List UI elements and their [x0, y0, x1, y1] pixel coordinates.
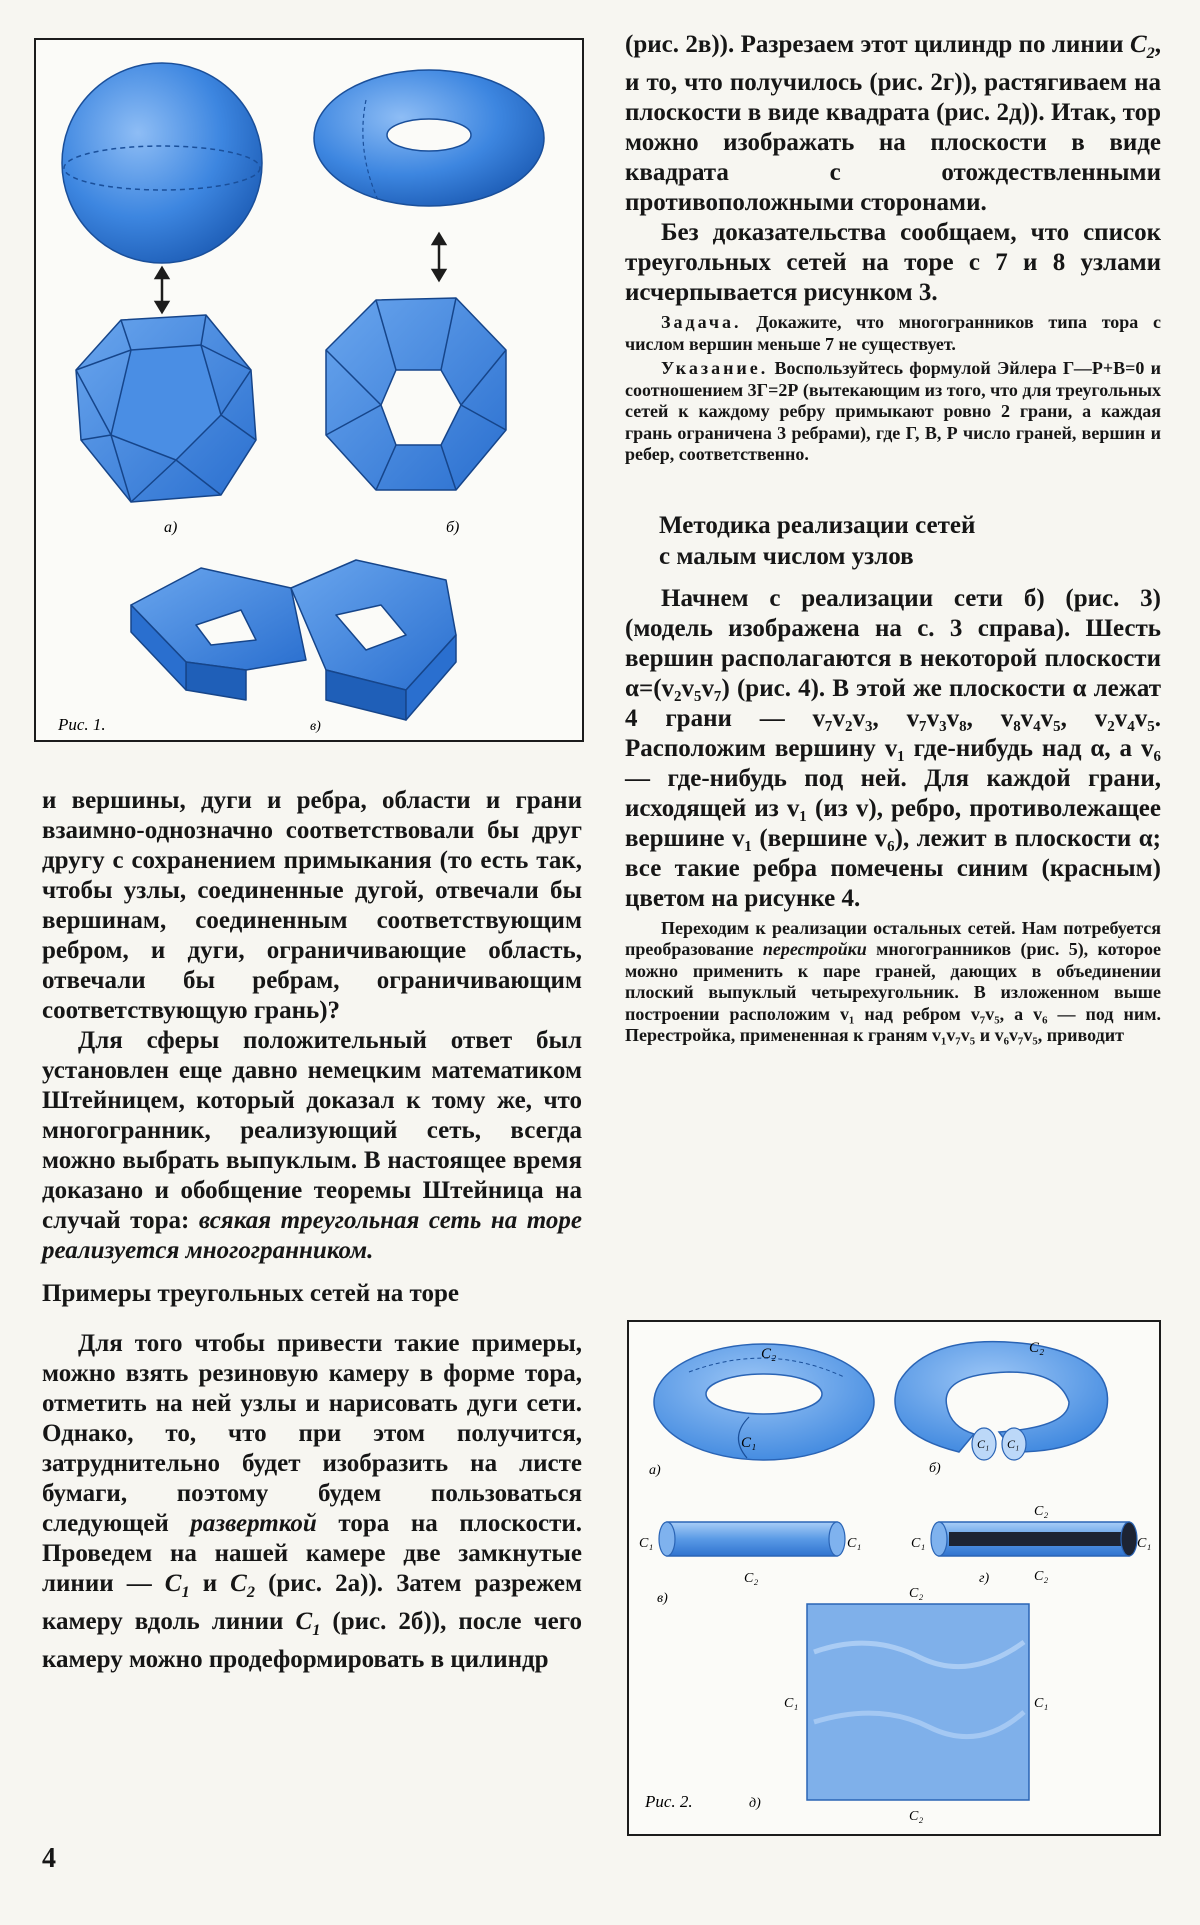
fig2-label-v: в) [657, 1591, 668, 1606]
section-heading-examples: Примеры треугольных сетей на торе [42, 1280, 459, 1307]
cylinder [639, 1522, 861, 1586]
torus-illustration [314, 70, 544, 206]
cyl-c2-label: C₂ [744, 1571, 759, 1586]
fig1-caption: Рис. 1. [58, 715, 106, 734]
curve-c2: C [230, 1570, 247, 1597]
left-p3-text-c: (рис. 2а)). Затем разрежем камеру вдоль линии [42, 1570, 582, 1635]
right-paragraph-3: Начнем с реализации сети б) (рис. 3) (модель изображена на с. 3 справа). Шесть вершин располагаются в некоторой плоскости α=(v₂v₅v₇) (рис. 4). В этой же плоскости α лежат 4 грани — v₇v₂v₃, v₇v₃v₈, v₈v₄v₅, v₂v₄v₅. Расположим вершину v₁ где-нибудь над α, а v₆ — где-нибудь под ней. Для каждой грани, исходящей из v₁ (из v), ребро, противолежащее вершине v₁ (вершине v₆), лежит в плоскости α; все такие ребра помечены синим (красным) цветом на рисунке 4. [625, 584, 1161, 912]
fig2-caption: Рис. 2. [645, 1792, 693, 1811]
heading-line-1: Методика реализации сетей [659, 511, 976, 539]
square-c2-top-label: C₂ [909, 1586, 924, 1601]
fig2-label-b: б) [929, 1461, 941, 1476]
left-p2-text: Для сферы положительный ответ был установлен еще давно немецким математиком Штейницем, который доказал к тому же, что многогранник, реализующий сеть, всегда можно выбрать выпуклым. В настоящее время доказано и обобщение теоремы Штейница на случай тора: [42, 1027, 582, 1234]
right-column [625, 30, 1161, 1047]
figure-1 [34, 38, 584, 742]
cutcyl-c1-left-label: C₁ [911, 1536, 926, 1551]
right-p4-text-b: многогранников (рис. 5), которое можно применить к паре граней, дающих в объединении плоский выпуклый четырехугольник. В изложенном выше построении расположим v₁ над ребром v₇v₅, а v₆ — под ним. Перестройка, примененная к граням v₁v₇v₅ и v₆v₇v₅, приводит [625, 939, 1162, 1045]
right-paragraph-1: (рис. 2в)). Разрезаем этот цилиндр по линии $C_2$, и то, что получилось (рис. 2г)), растягиваем на плоскости в виде квадрата (рис. 2д)). Итак, тор можно изображать на плоскости в виде квадрата с отождествленными противоположными сторонами. [625, 31, 1161, 216]
figure-1-drawing [36, 40, 582, 740]
left-column [42, 786, 582, 1675]
cyl-c1-left-label: C₁ [639, 1536, 654, 1551]
task-paragraph [625, 312, 1161, 355]
toroidal-polyhedron-illustration [326, 298, 506, 490]
figure-2 [627, 1320, 1161, 1836]
heading-line-2: с малым числом узлов [659, 542, 914, 570]
torus-c1-label: C₁ [741, 1435, 757, 1451]
right-p1-text-a: (рис. 2в)). Разрезаем этот цилиндр по линии [625, 31, 1124, 58]
figure-2-drawing [629, 1322, 1159, 1834]
hint-paragraph [625, 358, 1161, 466]
torus-c2-label: C₂ [761, 1346, 777, 1362]
cut-cylinder [911, 1504, 1151, 1586]
fig1-label-b: б) [446, 519, 460, 536]
unfolded-square [784, 1586, 1048, 1824]
fig2-label-a: а) [649, 1463, 661, 1478]
theorem-statement: всякая треугольная сеть на торе реализуется многогранником. [42, 1207, 582, 1264]
left-p3-italic: разверткой [190, 1510, 317, 1537]
cut-torus [895, 1340, 1108, 1460]
section-heading-method [625, 510, 1161, 572]
conj-and: и [202, 1570, 218, 1597]
curve-c2-right: C [1129, 31, 1147, 58]
left-paragraph-2 [42, 1026, 582, 1266]
cutcyl-c2-top-label: C₂ [1034, 1504, 1049, 1519]
right-p1-text-b: , и то, что получилось (рис. 2г)), растягиваем на плоскости в виде квадрата (рис. 2д)). Итак, тор можно изображать на плоскости в виде квадрата с отождествленными противоположными сторонами. [625, 31, 1161, 216]
fig1-label-v: в) [310, 719, 321, 734]
right-paragraph-2: Без доказательства сообщаем, что список треугольных сетей на торе с 7 и 8 узлами исчерпывается рисунком 3. [625, 219, 1161, 306]
cutcyl-c2-bottom-label: C₂ [1034, 1569, 1049, 1584]
square-c1-right-label: C₁ [1034, 1696, 1049, 1711]
page-number: 4 [42, 1843, 56, 1874]
curve-c1-b: C [295, 1608, 313, 1635]
cutcyl-c1-right-label: C₁ [1137, 1536, 1152, 1551]
right-p4-italic: перестройки [762, 939, 867, 959]
double-torus-polyhedron-illustration [131, 560, 456, 720]
right-p4-text-a: Переходим к реализации остальных сетей. Нам потребуется преобразование [625, 917, 1161, 959]
cyl-c1-right-label: C₁ [847, 1536, 862, 1551]
fig2-label-d: д) [749, 1796, 761, 1811]
left-paragraph-3: Для того чтобы привести такие примеры, можно взять резиновую камеру в форме тора, отметить на ней узлы и нарисовать дуги сети. Однако, то, что при этом получится, затруднительно будет изобразить на листе бумаги, поэтому будем пользоваться следующей разверткой тора на плоскости. Проведем на нашей камере две замкнутые линии — $C_1$ и $C_2$ (рис. 2а)). Затем разрежем камеру вдоль линии $C_1$ (рис. 2б)), после чего камеру можно продеформировать в цилиндр [42, 1330, 583, 1673]
right-paragraph-4 [625, 918, 1161, 1047]
fig1-label-a: а) [164, 519, 178, 536]
sphere-illustration [62, 63, 262, 263]
task-text: Докажите, что многогранников типа тора с числом вершин меньше 7 не существует. [625, 312, 1161, 354]
square-c2-bottom-label: C₂ [909, 1809, 924, 1824]
left-p3-text-b: тора на плоскости. Проведем на нашей камере две замкнутые линии — [42, 1510, 583, 1597]
hint-label: Указание. [661, 358, 769, 378]
left-p3-text-d: (рис. 2б)), после чего камеру можно продеформировать в цилиндр [42, 1608, 582, 1673]
task-label: Задача. [661, 312, 742, 332]
hint-text: Воспользуйтесь формулой Эйлера Г—Р+В=0 и соотношением 3Г=2Р (вытекающим из того, что для треугольных сетей к каждому ребру примыкают ровно 2 грани, а каждая грань ограничена 3 ребрами), где Г, В, Р число граней, вершин и ребер, соответственно. [625, 358, 1162, 464]
torus-with-curves [654, 1344, 874, 1460]
left-paragraph-1: и вершины, дуги и ребра, области и грани взаимно-однозначно соответствовали бы друг другу с сохранением примыкания (то есть так, чтобы узлы, соединенные дугой, отвечали бы вершинам, соединенным соответствующим ребром, и дуги, ограничивающие область, отвечали бы ребрам, ограничивающим соответствующую грань)? [42, 787, 582, 1024]
cut-torus-c2-label: C₂ [1029, 1340, 1045, 1356]
fig2-label-g: г) [979, 1571, 990, 1586]
curve-c1: C [164, 1570, 182, 1597]
left-p3-text-a: Для того чтобы привести такие примеры, можно взять резиновую камеру в форме тора, отметить на ней узлы и нарисовать дуги сети. Однако, то, что при этом получится, затруднительно будет изобразить на листе бумаги, поэтому будем пользоваться следующей [42, 1330, 582, 1537]
square-c1-left-label: C₁ [784, 1696, 799, 1711]
cut-torus-c1b-label: C₁ [1007, 1437, 1020, 1451]
convex-polyhedron-illustration [76, 315, 256, 502]
cut-torus-c1a-label: C₁ [977, 1437, 990, 1451]
